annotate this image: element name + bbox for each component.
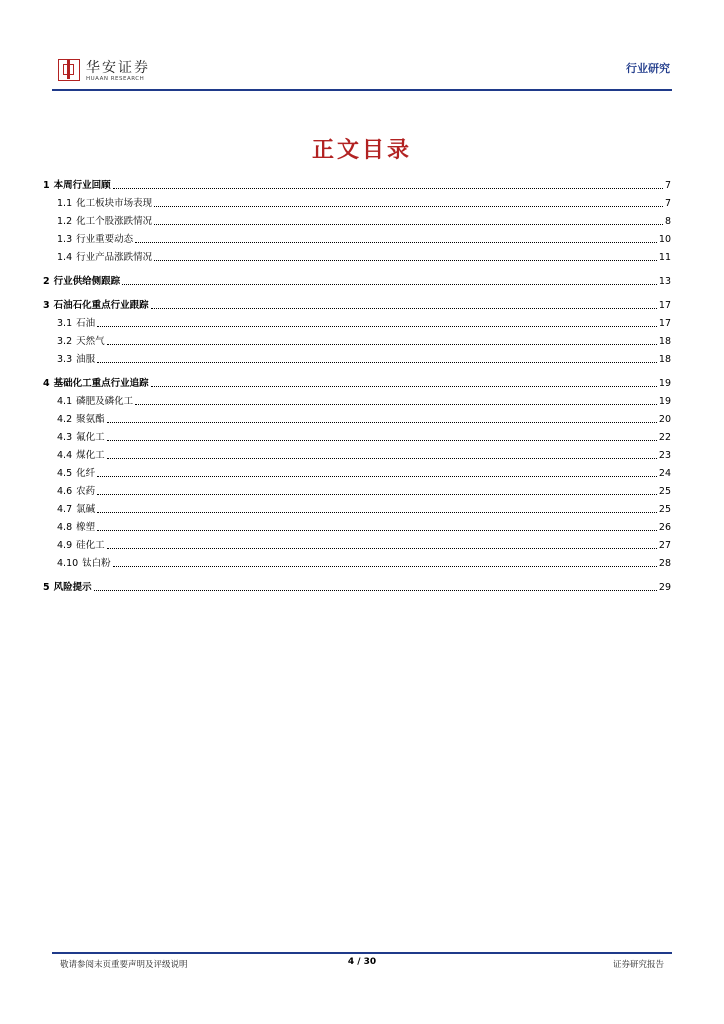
toc-entry[interactable] — [43, 294, 671, 312]
toc-entry-number: 4.10 — [57, 558, 79, 569]
toc-entry-label: 天然气 — [76, 336, 105, 347]
toc-entry[interactable] — [43, 174, 671, 192]
toc-entry-label: 本周行业回顾 — [53, 180, 111, 191]
toc-leader-dots — [107, 343, 657, 345]
toc-entry-label: 农药 — [76, 486, 96, 497]
toc-entry-number: 4.7 — [57, 504, 73, 515]
toc-entry[interactable] — [43, 498, 671, 516]
page-number: 4 / 30 — [347, 957, 377, 967]
toc-entry[interactable] — [43, 270, 671, 288]
toc-entry-page: 13 — [658, 276, 671, 287]
toc-leader-dots — [107, 457, 657, 459]
toc-entry-number: 4.4 — [57, 450, 73, 461]
header-divider — [52, 89, 672, 91]
toc-entry-number: 3.2 — [57, 336, 73, 347]
toc-leader-dots — [135, 403, 657, 405]
toc-entry-number: 4.3 — [57, 432, 73, 443]
toc-entry[interactable] — [43, 576, 671, 594]
toc-entry-page: 10 — [658, 234, 671, 245]
toc-entry[interactable] — [43, 348, 671, 366]
toc-entry[interactable] — [43, 444, 671, 462]
toc-entry-number: 1.3 — [57, 234, 73, 245]
toc-entry-number: 3.3 — [57, 354, 73, 365]
footer-disclaimer: 敬请参阅末页重要声明及评级说明 — [60, 960, 188, 970]
toc-entry-label: 橡塑 — [76, 522, 96, 533]
toc-entry-number: 5 — [43, 582, 50, 593]
toc-leader-dots — [97, 529, 657, 531]
huaan-logo-icon — [58, 59, 80, 81]
toc-entry[interactable] — [43, 210, 671, 228]
toc-entry-page: 26 — [658, 522, 671, 533]
footer-divider — [52, 952, 672, 954]
toc-leader-dots — [107, 421, 657, 423]
toc-entry-page: 7 — [664, 198, 671, 209]
toc-leader-dots — [107, 547, 657, 549]
toc-entry-page: 29 — [658, 582, 671, 593]
toc-entry[interactable] — [43, 246, 671, 264]
toc-entry-page: 23 — [658, 450, 671, 461]
toc-entry-page: 19 — [658, 378, 671, 389]
toc-entry-label: 化纤 — [76, 468, 96, 479]
toc-entry-page: 7 — [664, 180, 671, 191]
toc-entry-number: 1.2 — [57, 216, 73, 227]
toc-entry-label: 风险提示 — [53, 582, 92, 593]
table-of-contents — [43, 174, 671, 594]
toc-entry-label: 氟化工 — [76, 432, 105, 443]
toc-entry-number: 4.8 — [57, 522, 73, 533]
toc-entry-page: 27 — [658, 540, 671, 551]
toc-entry-label: 化工板块市场表现 — [76, 198, 153, 209]
toc-entry[interactable] — [43, 312, 671, 330]
toc-leader-dots — [97, 493, 657, 495]
toc-entry[interactable] — [43, 228, 671, 246]
toc-entry-label: 聚氨酯 — [76, 414, 105, 425]
toc-entry-label: 行业供给侧跟踪 — [53, 276, 121, 287]
toc-leader-dots — [151, 307, 657, 309]
toc-entry-number: 1.1 — [57, 198, 73, 209]
toc-entry[interactable] — [43, 480, 671, 498]
toc-entry-label: 油服 — [76, 354, 96, 365]
toc-entry[interactable] — [43, 462, 671, 480]
toc-entry-page: 11 — [658, 252, 671, 263]
toc-entry[interactable] — [43, 534, 671, 552]
toc-leader-dots — [94, 589, 657, 591]
toc-entry-label: 行业重要动态 — [76, 234, 134, 245]
toc-entry-number: 2 — [43, 276, 50, 287]
toc-entry-number: 4.2 — [57, 414, 73, 425]
toc-leader-dots — [154, 259, 657, 261]
toc-leader-dots — [97, 511, 657, 513]
toc-entry-label: 化工个股涨跌情况 — [76, 216, 153, 227]
toc-entry[interactable] — [43, 330, 671, 348]
toc-entry[interactable] — [43, 552, 671, 570]
logo-cn-text: 华安证券 — [86, 60, 150, 76]
toc-entry-label: 硅化工 — [76, 540, 105, 551]
toc-entry-number: 4.1 — [57, 396, 73, 407]
toc-entry-label: 石油 — [76, 318, 96, 329]
toc-leader-dots — [154, 205, 663, 207]
toc-entry-number: 3.1 — [57, 318, 73, 329]
toc-entry-number: 4.9 — [57, 540, 73, 551]
toc-entry-number: 4 — [43, 378, 50, 389]
toc-entry-page: 28 — [658, 558, 671, 569]
toc-entry[interactable] — [43, 372, 671, 390]
toc-leader-dots — [151, 385, 657, 387]
toc-entry-label: 磷肥及磷化工 — [76, 396, 134, 407]
toc-entry-label: 氯碱 — [76, 504, 96, 515]
toc-entry-label: 行业产品涨跌情况 — [76, 252, 153, 263]
toc-entry[interactable] — [43, 408, 671, 426]
toc-entry-page: 20 — [658, 414, 671, 425]
logo-en-text: HUAAN RESEARCH — [86, 76, 145, 82]
toc-entry-page: 18 — [658, 354, 671, 365]
toc-entry-page: 19 — [658, 396, 671, 407]
toc-leader-dots — [107, 439, 657, 441]
toc-entry-page: 17 — [658, 318, 671, 329]
toc-entry-label: 钛白粉 — [82, 558, 111, 569]
toc-leader-dots — [122, 283, 657, 285]
toc-leader-dots — [97, 361, 657, 363]
toc-leader-dots — [97, 325, 657, 327]
toc-entry-page: 18 — [658, 336, 671, 347]
toc-entry[interactable] — [43, 390, 671, 408]
page-title: 正文目录 — [311, 137, 412, 163]
toc-entry-page: 25 — [658, 486, 671, 497]
toc-entry-number: 4.5 — [57, 468, 73, 479]
toc-entry-page: 8 — [664, 216, 671, 227]
page-header — [52, 54, 672, 90]
toc-leader-dots — [154, 223, 663, 225]
toc-leader-dots — [97, 475, 657, 477]
toc-entry[interactable] — [43, 192, 671, 210]
toc-entry[interactable] — [43, 426, 671, 444]
toc-entry-number: 4.6 — [57, 486, 73, 497]
toc-leader-dots — [113, 187, 663, 189]
toc-leader-dots — [113, 565, 657, 567]
toc-entry-number: 1.4 — [57, 252, 73, 263]
toc-entry-page: 25 — [658, 504, 671, 515]
toc-entry-label: 基础化工重点行业追踪 — [53, 378, 149, 389]
toc-entry-label: 石油石化重点行业跟踪 — [53, 300, 149, 311]
toc-entry-page: 22 — [658, 432, 671, 443]
toc-leader-dots — [135, 241, 657, 243]
toc-entry-number: 3 — [43, 300, 50, 311]
toc-entry[interactable] — [43, 516, 671, 534]
report-type-label: 行业研究 — [626, 62, 670, 75]
toc-entry-label: 煤化工 — [76, 450, 105, 461]
footer-doc-type: 证券研究报告 — [612, 960, 664, 970]
toc-entry-page: 17 — [658, 300, 671, 311]
toc-entry-number: 1 — [43, 180, 50, 191]
toc-entry-page: 24 — [658, 468, 671, 479]
